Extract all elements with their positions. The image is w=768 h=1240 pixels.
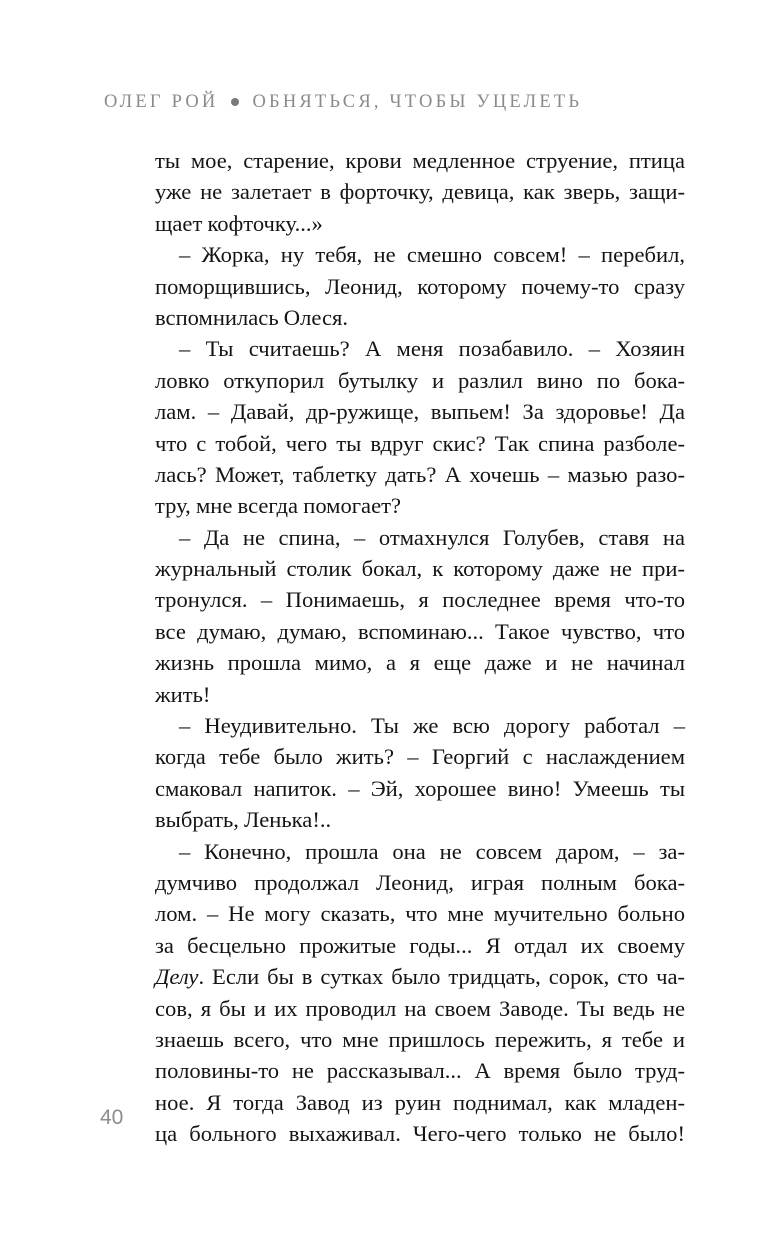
header-author: ОЛЕГ РОЙ xyxy=(104,92,219,112)
text-line: вспомнилась Олеся. xyxy=(155,304,349,330)
text-line: лась? Может, таблетку дать? А хочешь – мазью разо- xyxy=(155,461,685,487)
text-line: журнальный столик бокал, к которому даже не при- xyxy=(155,556,685,582)
text-line: за бесцельно прожитые годы... Я отдал их своему xyxy=(155,932,685,958)
text-line: – Неудивительно. Ты же всю дорогу работал – xyxy=(179,713,685,739)
text-line: тру, мне всегда помогает? xyxy=(155,493,402,519)
text-line: – Да не спина, – отмахнулся Голубев, ставя на xyxy=(179,524,685,550)
text-line: жизнь прошла мимо, а я еще даже и не начинал xyxy=(155,650,685,676)
text-line: – Жорка, ну тебя, не смешно совсем! – перебил, xyxy=(179,242,685,268)
text-line: – Ты считаешь? А меня позабавило. – Хозяин xyxy=(179,336,685,362)
text-line: ловко откупорил бутылку и разлил вино по бока- xyxy=(155,367,685,393)
text-line: поморщившись, Леонид, которому почему-то сразу xyxy=(155,273,685,299)
text-line: лом. – Не могу сказать, что мне мучительно больно xyxy=(155,901,685,927)
bullet-separator xyxy=(231,98,239,106)
running-header xyxy=(104,92,582,113)
text-line: жить! xyxy=(155,681,211,707)
text-line: думчиво продолжал Леонид, играя полным бока- xyxy=(155,869,685,895)
text-line-rest: . Если бы в сутках было тридцать, сорок, сто ча- xyxy=(198,964,685,990)
text-line: смаковал напиток. – Эй, хорошее вино! Умеешь ты xyxy=(155,775,685,801)
italic-word: Делу xyxy=(155,964,199,990)
text-line: лам. – Давай, др-ружище, выпьем! За здоровье! Да xyxy=(155,399,685,425)
text-line: ца больного выхаживал. Чего-чего только не было! xyxy=(155,1121,685,1147)
text-line: сов, я бы и их проводил на своем Заводе. Ты ведь не xyxy=(155,995,685,1021)
text-line: тронулся. – Понимаешь, я последнее время что-то xyxy=(155,587,685,613)
text-line: знаешь всего, что мне пришлось пережить, я тебе и xyxy=(155,1026,685,1052)
text-line: – Конечно, прошла она не совсем даром, – за- xyxy=(179,838,685,864)
page-number: 40 xyxy=(100,1106,124,1129)
text-line: что с тобой, чего ты вдруг скис? Так спина разболе- xyxy=(155,430,685,456)
text-line: щает кофточку...» xyxy=(155,210,323,236)
body-text xyxy=(155,145,685,1150)
header-book-title: ОБНЯТЬСЯ, ЧТОБЫ УЦЕЛЕТЬ xyxy=(252,92,583,112)
text-line: все думаю, думаю, вспоминаю... Такое чувство, что xyxy=(155,618,685,644)
text-line: выбрать, Ленька!.. xyxy=(155,807,332,833)
text-line: ное. Я тогда Завод из руин поднимал, как младен- xyxy=(155,1089,685,1115)
text-line-with-italic xyxy=(155,961,685,992)
text-line: ты мое, старение, крови медленное струение, птица xyxy=(155,148,685,173)
text-line: уже не залетает в форточку, девица, как зверь, защи- xyxy=(155,179,685,205)
text-line: когда тебе было жить? – Георгий с наслаждением xyxy=(155,744,685,770)
text-line: половины-то не рассказывал... А время было труд- xyxy=(155,1058,685,1084)
